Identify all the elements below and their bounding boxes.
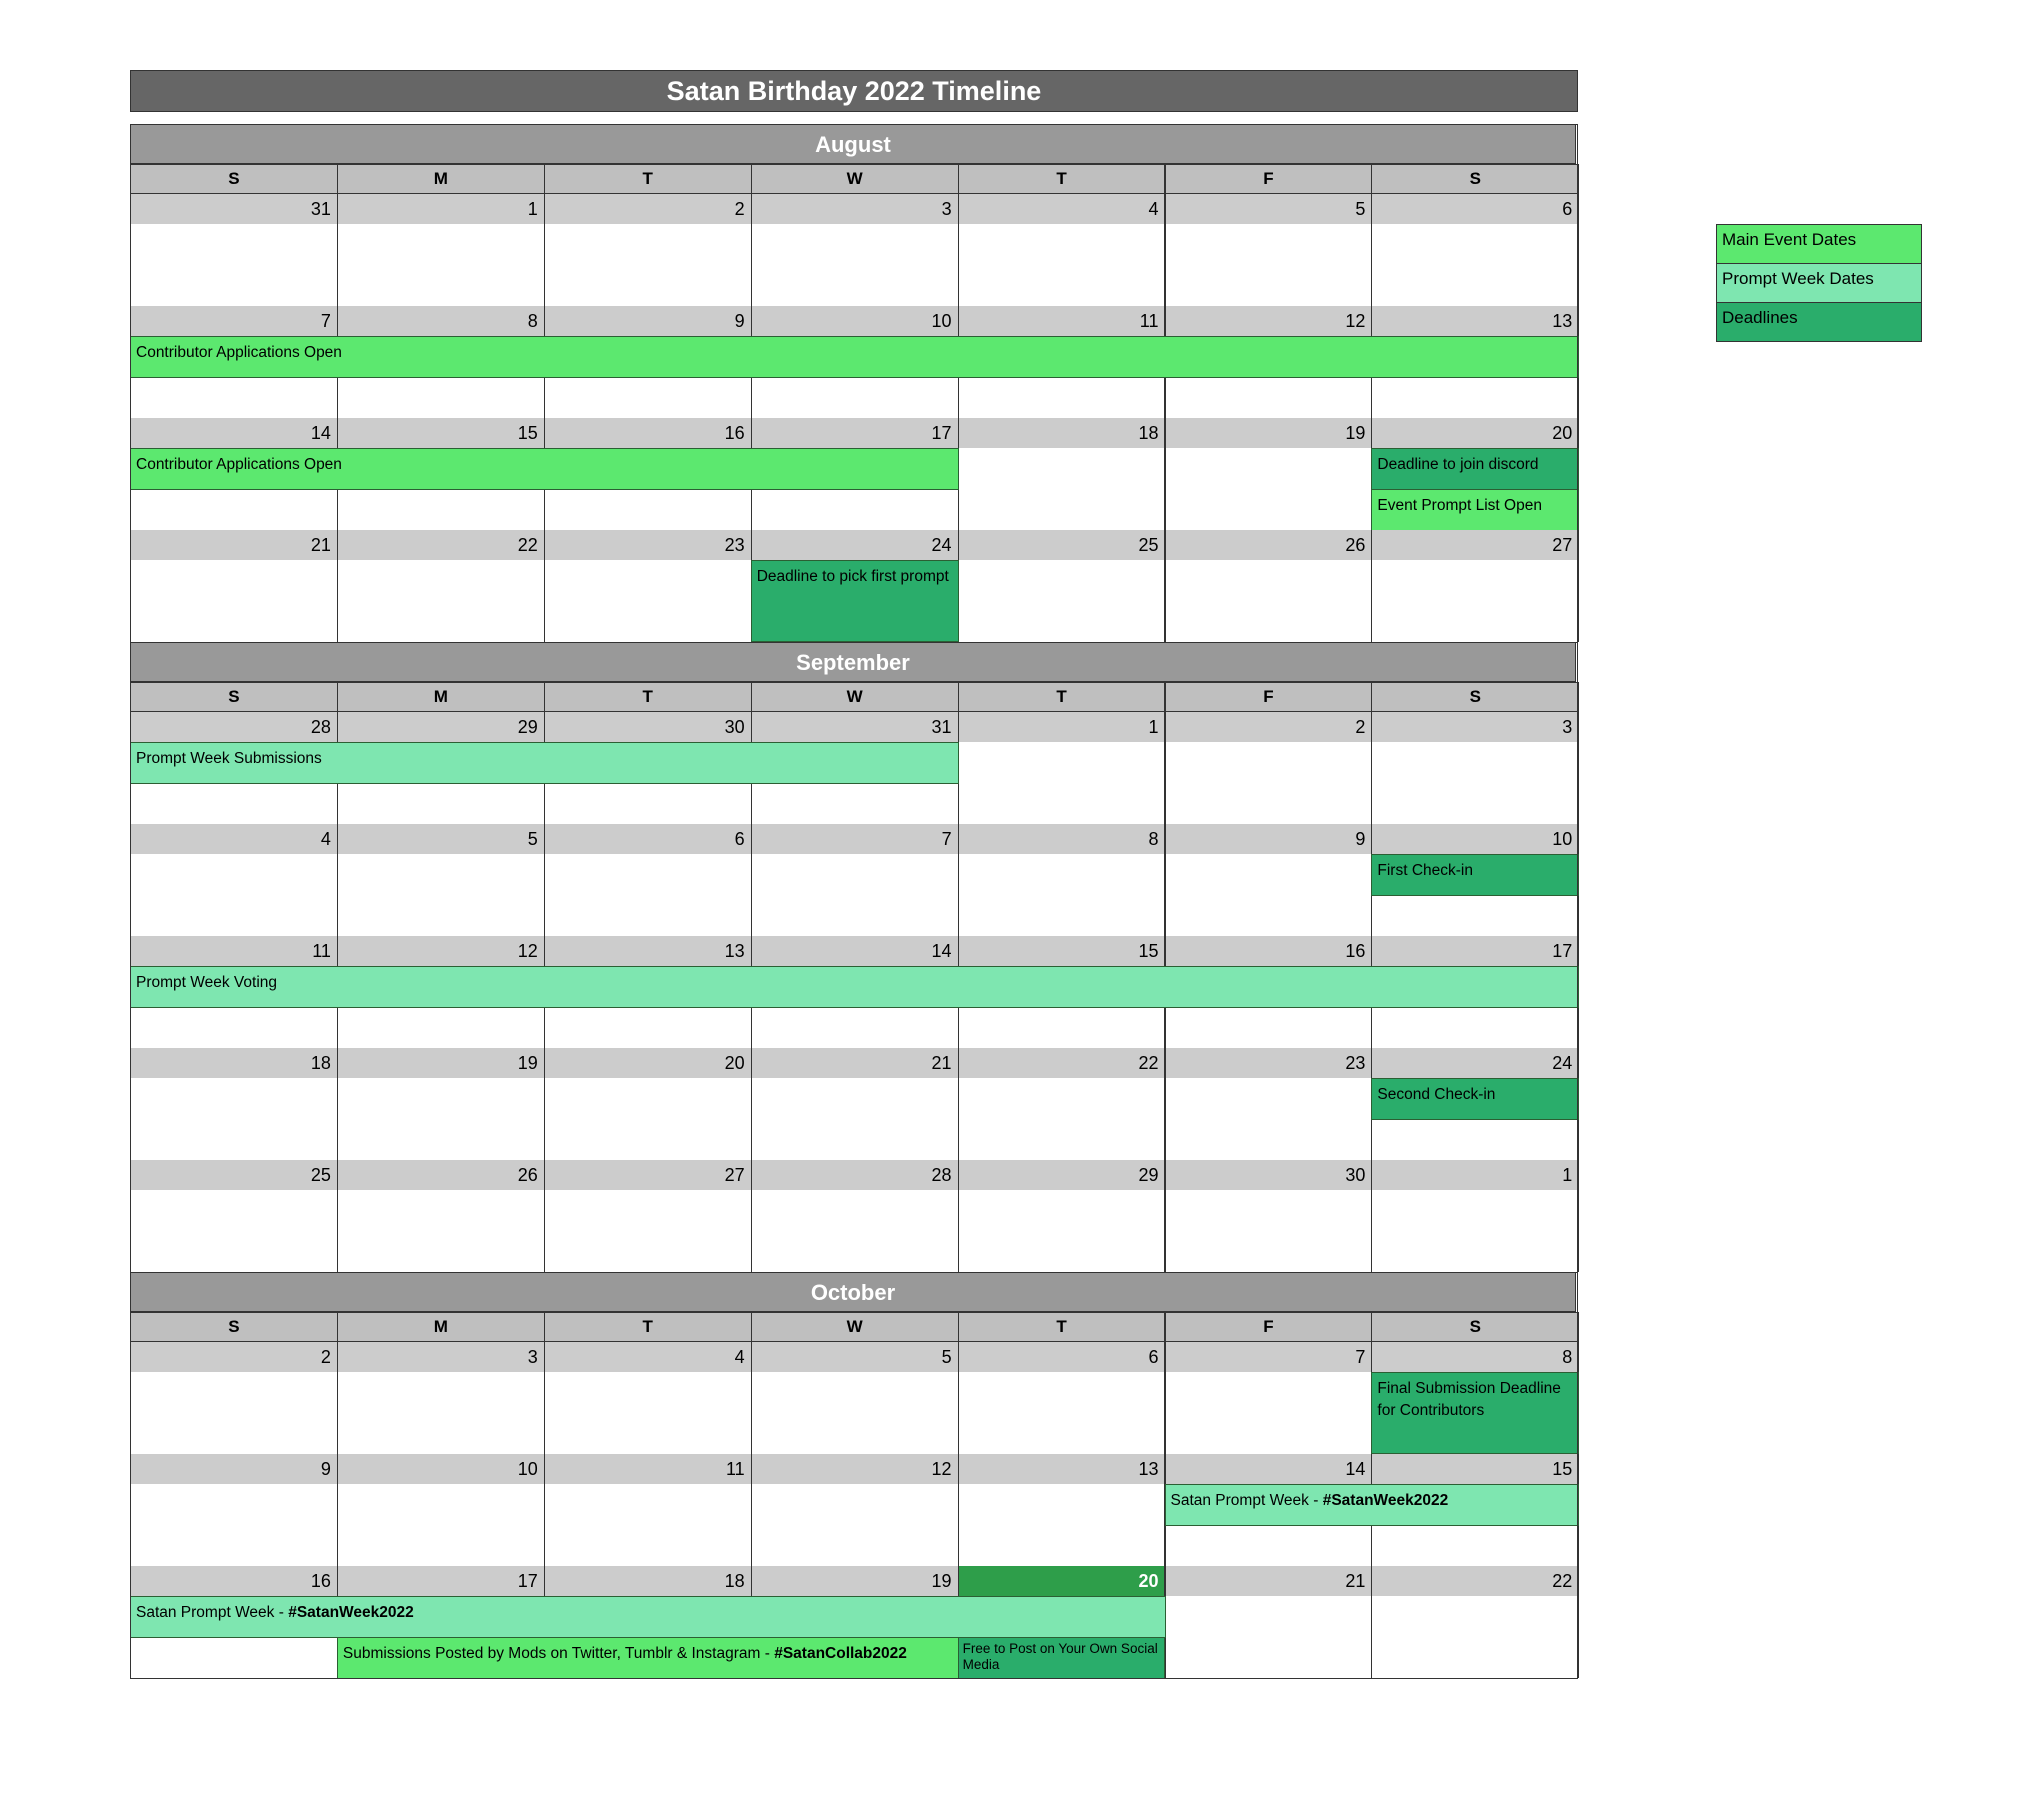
event-label: Satan Prompt Week - [136, 1604, 289, 1621]
event-label: Submissions Posted by Mods on Twitter, Tumblr & Instagram - [342, 1645, 775, 1662]
day-number: 2 [131, 1342, 337, 1372]
weekday-label: W [751, 1312, 959, 1342]
event-label: Second Check-in [1377, 1086, 1496, 1103]
day-cell [958, 194, 1166, 306]
day-cell [337, 194, 545, 306]
day-number: 1 [1372, 1160, 1578, 1190]
day-number: 14 [131, 418, 337, 448]
day-cell [958, 1454, 1166, 1566]
legend-item-prompt-week: Prompt Week Dates [1716, 263, 1922, 303]
legend-item-main-event: Main Event Dates [1716, 224, 1922, 264]
day-number: 21 [131, 530, 337, 560]
day-number: 22 [959, 1048, 1165, 1078]
day-cell [751, 824, 959, 936]
event-label: Deadline to join discord [1377, 456, 1539, 473]
day-cell [337, 824, 545, 936]
day-number: 28 [131, 712, 337, 742]
page-title: Satan Birthday 2022 Timeline [130, 70, 1578, 112]
event-hashtag: #SatanCollab2022 [774, 1645, 907, 1662]
month-header: August [130, 124, 1576, 164]
weekday-label: S [130, 164, 338, 194]
day-cell [337, 1342, 545, 1454]
day-number: 8 [1372, 1342, 1578, 1372]
event-hashtag: #SatanWeek2022 [1322, 1492, 1449, 1509]
event-bar [130, 1596, 1166, 1638]
weekday-label: S [1371, 1312, 1579, 1342]
weekday-label: T [544, 164, 752, 194]
day-cell [1165, 1566, 1373, 1678]
day-number: 29 [338, 712, 544, 742]
day-number: 20 [959, 1566, 1165, 1596]
day-cell [337, 530, 545, 642]
day-number: 16 [1166, 936, 1372, 966]
day-number: 15 [1372, 1454, 1578, 1484]
day-cell [751, 1454, 959, 1566]
day-number: 8 [338, 306, 544, 336]
day-cell [1165, 712, 1373, 824]
day-number: 27 [1372, 530, 1578, 560]
day-number: 10 [1372, 824, 1578, 854]
day-cell [544, 824, 752, 936]
day-number: 6 [545, 824, 751, 854]
event-bar [1165, 1484, 1580, 1526]
day-cell [1165, 418, 1373, 530]
day-cell [544, 1160, 752, 1272]
day-number: 22 [338, 530, 544, 560]
day-number: 20 [1372, 418, 1578, 448]
day-number: 20 [545, 1048, 751, 1078]
weekday-label: M [337, 1312, 545, 1342]
day-number: 16 [131, 1566, 337, 1596]
weekday-label: S [130, 1312, 338, 1342]
day-cell [130, 1160, 338, 1272]
day-number: 15 [338, 418, 544, 448]
weekday-label: T [958, 164, 1166, 194]
day-number: 29 [959, 1160, 1165, 1190]
event-bar [1371, 1372, 1579, 1454]
event-bar [1371, 854, 1579, 896]
event-bar [1371, 489, 1579, 531]
event-bar [130, 336, 1579, 378]
event-label: Deadline to pick first prompt [756, 568, 949, 585]
day-cell [1165, 1160, 1373, 1272]
day-number: 7 [131, 306, 337, 336]
day-cell [130, 1048, 338, 1160]
day-number: 3 [338, 1342, 544, 1372]
event-bar [958, 1637, 1166, 1679]
day-number: 31 [752, 712, 958, 742]
day-cell [958, 530, 1166, 642]
weekday-label: F [1165, 1312, 1373, 1342]
event-hashtag: #SatanWeek2022 [288, 1604, 414, 1621]
day-number: 28 [752, 1160, 958, 1190]
day-cell [544, 194, 752, 306]
event-bar [130, 966, 1579, 1008]
day-number: 10 [752, 306, 958, 336]
event-label: First Check-in [1377, 862, 1473, 879]
day-number: 27 [545, 1160, 751, 1190]
day-cell [544, 1048, 752, 1160]
month-header: October [130, 1272, 1576, 1312]
day-number: 25 [131, 1160, 337, 1190]
event-bar [130, 742, 959, 784]
day-cell [337, 1454, 545, 1566]
weekday-label: S [130, 682, 338, 712]
day-cell [751, 1342, 959, 1454]
weekday-label: M [337, 164, 545, 194]
day-number: 21 [752, 1048, 958, 1078]
day-number: 30 [545, 712, 751, 742]
day-number: 18 [131, 1048, 337, 1078]
day-number: 11 [545, 1454, 751, 1484]
weekday-label: T [544, 1312, 752, 1342]
day-number: 17 [752, 418, 958, 448]
day-number: 5 [752, 1342, 958, 1372]
day-number: 14 [752, 936, 958, 966]
event-label: Contributor Applications Open [136, 456, 342, 473]
day-cell [1165, 1342, 1373, 1454]
day-cell [958, 712, 1166, 824]
day-cell [751, 1048, 959, 1160]
day-number: 23 [545, 530, 751, 560]
day-cell [337, 1160, 545, 1272]
day-cell [1371, 1160, 1579, 1272]
day-number: 18 [545, 1566, 751, 1596]
day-number: 19 [752, 1566, 958, 1596]
day-number: 7 [1166, 1342, 1372, 1372]
day-cell [958, 418, 1166, 530]
day-cell [751, 194, 959, 306]
day-cell [337, 1048, 545, 1160]
day-cell [130, 194, 338, 306]
day-number: 16 [545, 418, 751, 448]
day-cell [958, 1160, 1166, 1272]
event-label: Contributor Applications Open [136, 344, 342, 361]
day-cell [544, 530, 752, 642]
day-number: 30 [1166, 1160, 1372, 1190]
day-cell [1371, 1566, 1579, 1678]
day-number: 26 [338, 1160, 544, 1190]
day-number: 13 [545, 936, 751, 966]
weekday-label: M [337, 682, 545, 712]
day-cell [130, 1342, 338, 1454]
day-number: 10 [338, 1454, 544, 1484]
day-number: 1 [959, 712, 1165, 742]
day-number: 3 [752, 194, 958, 224]
event-bar [1371, 448, 1579, 490]
day-number: 4 [959, 194, 1165, 224]
day-number: 2 [545, 194, 751, 224]
day-cell [751, 1160, 959, 1272]
event-label: Event Prompt List Open [1377, 497, 1542, 514]
event-bar [751, 560, 959, 642]
day-number: 3 [1372, 712, 1578, 742]
legend-item-deadlines: Deadlines [1716, 302, 1922, 342]
day-number: 2 [1166, 712, 1372, 742]
day-number: 19 [338, 1048, 544, 1078]
event-label: Final Submission Deadline for Contributors [1377, 1380, 1561, 1419]
event-bar [1371, 1078, 1579, 1120]
day-cell [544, 1342, 752, 1454]
weekday-label: F [1165, 682, 1373, 712]
legend [1716, 225, 1922, 342]
day-cell [1165, 530, 1373, 642]
day-number: 15 [959, 936, 1165, 966]
day-number: 26 [1166, 530, 1372, 560]
day-cell [958, 1342, 1166, 1454]
day-number: 8 [959, 824, 1165, 854]
day-cell [958, 1048, 1166, 1160]
day-number: 5 [338, 824, 544, 854]
day-number: 23 [1166, 1048, 1372, 1078]
day-cell [1371, 712, 1579, 824]
day-cell [1165, 1048, 1373, 1160]
day-number: 9 [131, 1454, 337, 1484]
day-number: 1 [338, 194, 544, 224]
day-number: 22 [1372, 1566, 1578, 1596]
event-label: Prompt Week Voting [136, 974, 278, 991]
day-number: 4 [131, 824, 337, 854]
day-number: 24 [752, 530, 958, 560]
day-number: 4 [545, 1342, 751, 1372]
day-number: 7 [752, 824, 958, 854]
event-label: Free to Post on Your Own Social Media [962, 1641, 1158, 1672]
day-number: 12 [338, 936, 544, 966]
weekday-label: T [958, 682, 1166, 712]
day-number: 18 [959, 418, 1165, 448]
event-label: Prompt Week Submissions [136, 750, 322, 767]
day-number: 17 [1372, 936, 1578, 966]
day-cell [1371, 194, 1579, 306]
day-cell [130, 1454, 338, 1566]
day-cell [130, 530, 338, 642]
day-number: 5 [1166, 194, 1372, 224]
day-number: 25 [959, 530, 1165, 560]
day-number: 31 [131, 194, 337, 224]
day-number: 11 [959, 306, 1165, 336]
day-number: 13 [1372, 306, 1578, 336]
day-number: 9 [1166, 824, 1372, 854]
day-cell [130, 824, 338, 936]
day-number: 11 [131, 936, 337, 966]
day-number: 6 [959, 1342, 1165, 1372]
weekday-label: T [958, 1312, 1166, 1342]
day-number: 6 [1372, 194, 1578, 224]
event-bar [337, 1637, 959, 1679]
weekday-label: W [751, 682, 959, 712]
day-cell [1371, 530, 1579, 642]
day-cell [1165, 824, 1373, 936]
day-cell [544, 1454, 752, 1566]
day-number: 17 [338, 1566, 544, 1596]
day-number: 9 [545, 306, 751, 336]
weekday-label: S [1371, 164, 1579, 194]
day-cell [1165, 194, 1373, 306]
weekday-label: S [1371, 682, 1579, 712]
day-number: 21 [1166, 1566, 1372, 1596]
day-number: 12 [752, 1454, 958, 1484]
weekday-label: W [751, 164, 959, 194]
day-number: 13 [959, 1454, 1165, 1484]
day-number: 24 [1372, 1048, 1578, 1078]
day-number: 19 [1166, 418, 1372, 448]
month-header: September [130, 642, 1576, 682]
day-cell [958, 824, 1166, 936]
weekday-label: F [1165, 164, 1373, 194]
weekday-label: T [544, 682, 752, 712]
event-bar [130, 448, 959, 490]
event-label: Satan Prompt Week - [1170, 1492, 1323, 1509]
day-number: 14 [1166, 1454, 1372, 1484]
day-number: 12 [1166, 306, 1372, 336]
